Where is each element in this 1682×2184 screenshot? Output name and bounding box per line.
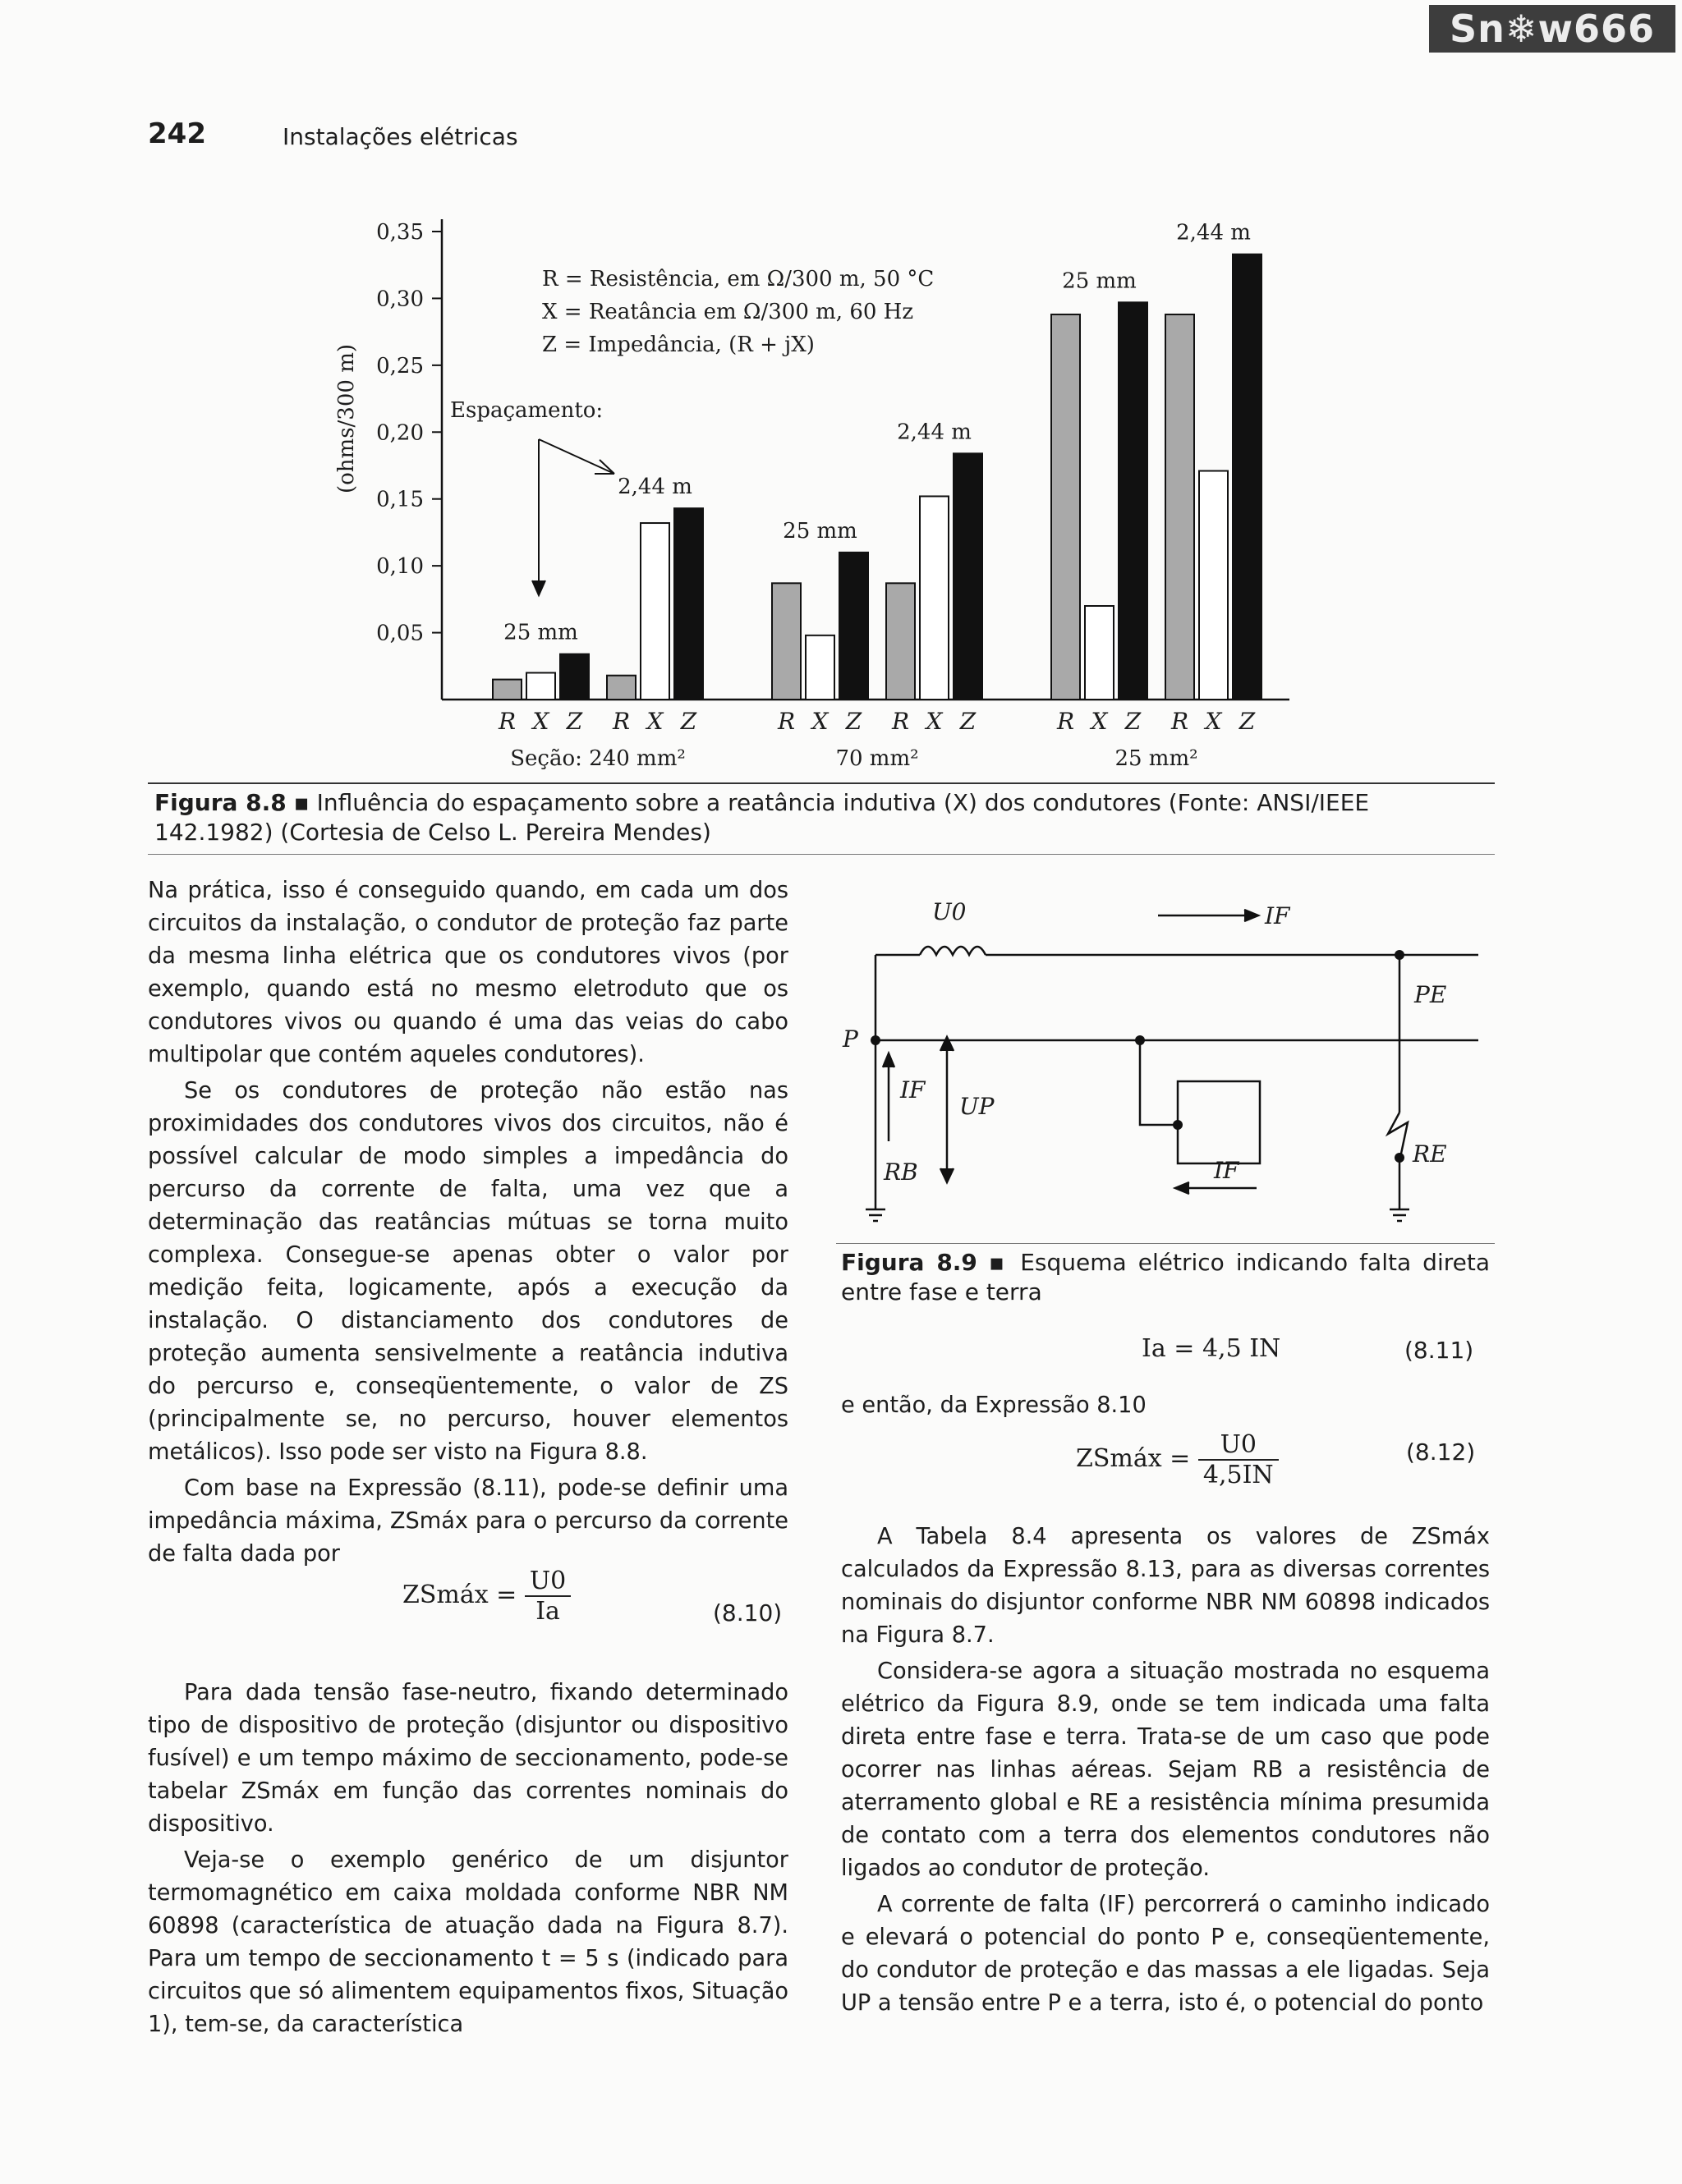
x-tick-label: Z xyxy=(680,708,697,735)
caption-bullet: ▪ xyxy=(293,789,310,816)
eq812-denominator: 4,5IN xyxy=(1202,1461,1274,1489)
bar-z xyxy=(1233,255,1262,700)
figure-rule-top xyxy=(148,782,1495,784)
x-tick-label: X xyxy=(926,708,943,735)
x-tick-label: X xyxy=(811,708,829,735)
watermark-logo: Sn❄w666 xyxy=(1429,5,1675,53)
bar-chart xyxy=(312,209,1330,784)
spacing-bar-label: 25 mm xyxy=(783,518,857,544)
left-paragraph-1: Na prática, isso é conseguido quando, em cada um dos circuitos da instalação, o condutor de proteção faz parte da mesma linha elétrica que os condutores vivos (por exemplo, quando está no mesmo eletroduto que os condutores vivos ou quando é uma das veias do cabo multipolar que contém aqueles condutores). xyxy=(148,878,788,1067)
left-paragraph-3: Com base na Expressão (8.11), pode-se definir uma impedância máxima, ZSmáx para o percurso da corrente de falta dada por xyxy=(148,1475,788,1567)
right-paragraph-2: Considera-se agora a situação mostrada no esquema elétrico da Figura 8.9, onde se tem indicada uma falta direta entre fase e terra. Trata-se de um caso que pode ocorrer nas linhas aéreas. Sejam RB a resistência de aterramento global e RE a resistência mínima presumida de contato com a terra dos elementos condutores não ligados ao condutor de proteção. xyxy=(841,1659,1490,1881)
spacing-bar-label: 2,44 m xyxy=(1176,220,1251,245)
x-tick-label: R xyxy=(1170,708,1189,735)
y-tick-label: 0,15 xyxy=(376,487,424,512)
right-column xyxy=(841,1521,1490,2020)
bar-z xyxy=(839,553,868,700)
figure-8-9-caption-text: Esquema elétrico indicando falta direta entre fase e terra xyxy=(841,1249,1490,1305)
page-number: 242 xyxy=(148,117,206,150)
spacing-bar-label: 2,44 m xyxy=(618,475,692,500)
x-tick-label: Z xyxy=(1124,708,1142,735)
label-re: RE xyxy=(1413,1140,1447,1168)
x-tick-label: R xyxy=(891,708,910,735)
running-title: Instalações elétricas xyxy=(283,123,518,150)
legend-entry: X = Reatância em Ω/300 m, 60 Hz xyxy=(542,300,914,324)
eq812-lhs: ZSmáx = xyxy=(1076,1444,1191,1473)
eq810-denominator: Ia xyxy=(535,1597,560,1626)
equation-8-10 xyxy=(402,1567,571,1626)
x-tick-label: X xyxy=(1205,708,1222,735)
node-load-box xyxy=(1173,1120,1183,1130)
bar-x xyxy=(526,672,555,700)
inductor-coil xyxy=(920,947,986,955)
x-tick-label: Z xyxy=(566,708,583,735)
bar-x xyxy=(920,496,949,700)
y-axis-label: (ohms/300 m) xyxy=(334,344,359,493)
node-p xyxy=(871,1035,880,1045)
section-label: 70 mm² xyxy=(835,746,919,771)
figure-8-9-caption xyxy=(841,1248,1490,1307)
legend-entry: R = Resistência, em Ω/300 m, 50 °C xyxy=(542,267,935,291)
eq812-numerator: U0 xyxy=(1198,1430,1279,1461)
load-connection xyxy=(1140,1040,1178,1125)
figure-8-8-label: Figura 8.8 xyxy=(154,789,287,816)
figure-8-8-caption xyxy=(154,788,1485,847)
label-p: P xyxy=(843,1025,858,1053)
figure-8-8-caption-text: Influência do espaçamento sobre a reatância indutiva (X) dos condutores (Fonte: ANSI/IEEE 142.1982) (Cortesia de Celso L. Pereira Mendes) xyxy=(154,789,1370,846)
x-tick-label: Z xyxy=(1239,708,1256,735)
bar-r xyxy=(493,680,522,700)
spacing-bar-label: 25 mm xyxy=(503,620,578,645)
label-rb: RB xyxy=(884,1159,918,1186)
y-tick-label: 0,05 xyxy=(376,621,424,646)
equation-8-11-number: (8.11) xyxy=(1404,1337,1474,1364)
x-tick-label: R xyxy=(777,708,796,735)
left-column-lower xyxy=(148,1677,788,2041)
equation-8-10-number: (8.10) xyxy=(713,1599,783,1627)
left-column xyxy=(148,874,788,1571)
left-paragraph-4: Para dada tensão fase-neutro, fixando determinado tipo de dispositivo de proteção (disjuntor ou dispositivo fusível) e um tempo máximo de seccionamento, pode-se tabelar ZSmáx em função das correntes nominais do dispositivo. xyxy=(148,1680,788,1837)
x-tick-label: R xyxy=(612,708,631,735)
circuit-diagram xyxy=(830,891,1495,1244)
spacing-label: Espaçamento: xyxy=(450,398,604,423)
x-tick-label: X xyxy=(646,708,664,735)
bar-z xyxy=(560,654,589,700)
left-paragraph-5: Veja-se o exemplo genérico de um disjuntor termomagnético em caixa moldada conforme NBR NM 60898 (característica de atuação dada na Figura 8.7). Para um tempo de seccionamento t = 5 s (indicado para circuitos que só alimentem equipamentos fixos, Situação 1), tem-se, da característica xyxy=(148,1847,788,2037)
bar-x xyxy=(1199,471,1228,700)
caption-bullet-2: ▪ xyxy=(989,1249,1009,1276)
legend-entry: Z = Impedância, (R + jX) xyxy=(542,333,815,357)
x-tick-label: Z xyxy=(959,708,977,735)
x-tick-label: X xyxy=(1091,708,1108,735)
node-load xyxy=(1135,1035,1145,1045)
y-tick-label: 0,30 xyxy=(376,287,424,312)
bar-x xyxy=(1085,606,1114,700)
x-tick-label: R xyxy=(1056,708,1075,735)
y-tick-label: 0,35 xyxy=(376,220,424,245)
spacing-bar-label: 25 mm xyxy=(1062,268,1137,294)
label-if-left: IF xyxy=(900,1076,926,1103)
bar-z xyxy=(1119,302,1147,700)
spacing-arrows xyxy=(532,439,614,595)
label-up: UP xyxy=(959,1093,995,1120)
y-tick-label: 0,25 xyxy=(376,353,424,379)
right-paragraph-3: A corrente de falta (IF) percorrerá o caminho indicado e elevará o potencial do ponto P e, conseqüentemente, do condutor de proteção e das massas a ele ligadas. Seja UP a tensão entre P e a terra, isto é, o potencial do ponto xyxy=(841,1892,1490,2016)
node-re xyxy=(1395,1153,1404,1163)
y-ticks xyxy=(376,220,442,646)
bar-r xyxy=(886,583,915,700)
bar-z xyxy=(674,508,703,700)
section-label: Seção: 240 mm² xyxy=(510,746,686,771)
label-if-bottom: IF xyxy=(1214,1157,1239,1184)
eq810-lhs: ZSmáx = xyxy=(402,1581,517,1609)
bar-r xyxy=(1051,314,1080,700)
spacing-bar-label: 2,44 m xyxy=(897,420,972,445)
bar-r xyxy=(1165,314,1194,700)
load-box xyxy=(1178,1081,1260,1163)
chart-legend xyxy=(542,267,934,357)
figure-rule-bottom xyxy=(148,854,1495,855)
x-tick-label: X xyxy=(532,708,549,735)
equation-8-12-number: (8.12) xyxy=(1406,1438,1476,1466)
equation-8-11: Ia = 4,5 IN xyxy=(1142,1334,1281,1363)
x-tick-label: R xyxy=(498,708,517,735)
bar-z xyxy=(954,453,982,700)
label-if-top: IF xyxy=(1265,902,1290,929)
figure-8-9-rule xyxy=(836,1243,1495,1244)
eq810-numerator: U0 xyxy=(525,1567,571,1597)
section-label: 25 mm² xyxy=(1114,746,1198,771)
y-tick-label: 0,20 xyxy=(376,420,424,446)
label-pe: PE xyxy=(1414,981,1447,1008)
x-tick-label: Z xyxy=(845,708,862,735)
bar-r xyxy=(772,583,801,700)
y-tick-label: 0,10 xyxy=(376,554,424,580)
bar-x xyxy=(641,523,669,700)
node-pe-top xyxy=(1395,950,1404,960)
equation-8-12 xyxy=(1076,1430,1279,1489)
right-paragraph-1: A Tabela 8.4 apresenta os valores de ZSmáx calculados da Expressão 8.13, para as diversas correntes nominais do disjuntor conforme NBR NM 60898 indicados na Figura 8.7. xyxy=(841,1524,1490,1648)
bar-r xyxy=(607,676,636,700)
right-then: e então, da Expressão 8.10 xyxy=(841,1393,1147,1418)
left-paragraph-2: Se os condutores de proteção não estão nas proximidades dos condutores vivos dos circuitos, não é possível calcular de modo simples a impedância do percurso da corrente de falta, uma vez que a determinação das reatâncias mútuas se torna muito complexa. Consegue-se apenas obter o valor por medição feita, logicamente, após a execução da instalação. O distanciamento dos condutores de proteção aumenta sensivelmente a reatância indutiva do percurso e, conseqüentemente, o valor de ZS (principalmente se, no percurso, houver elementos metálicos). Isso pode ser visto na Figura 8.8. xyxy=(148,1078,788,1465)
fault-zigzag xyxy=(1388,1113,1408,1154)
figure-8-9-label: Figura 8.9 xyxy=(841,1249,977,1276)
label-u0: U0 xyxy=(932,898,967,925)
bar-x xyxy=(806,635,834,700)
